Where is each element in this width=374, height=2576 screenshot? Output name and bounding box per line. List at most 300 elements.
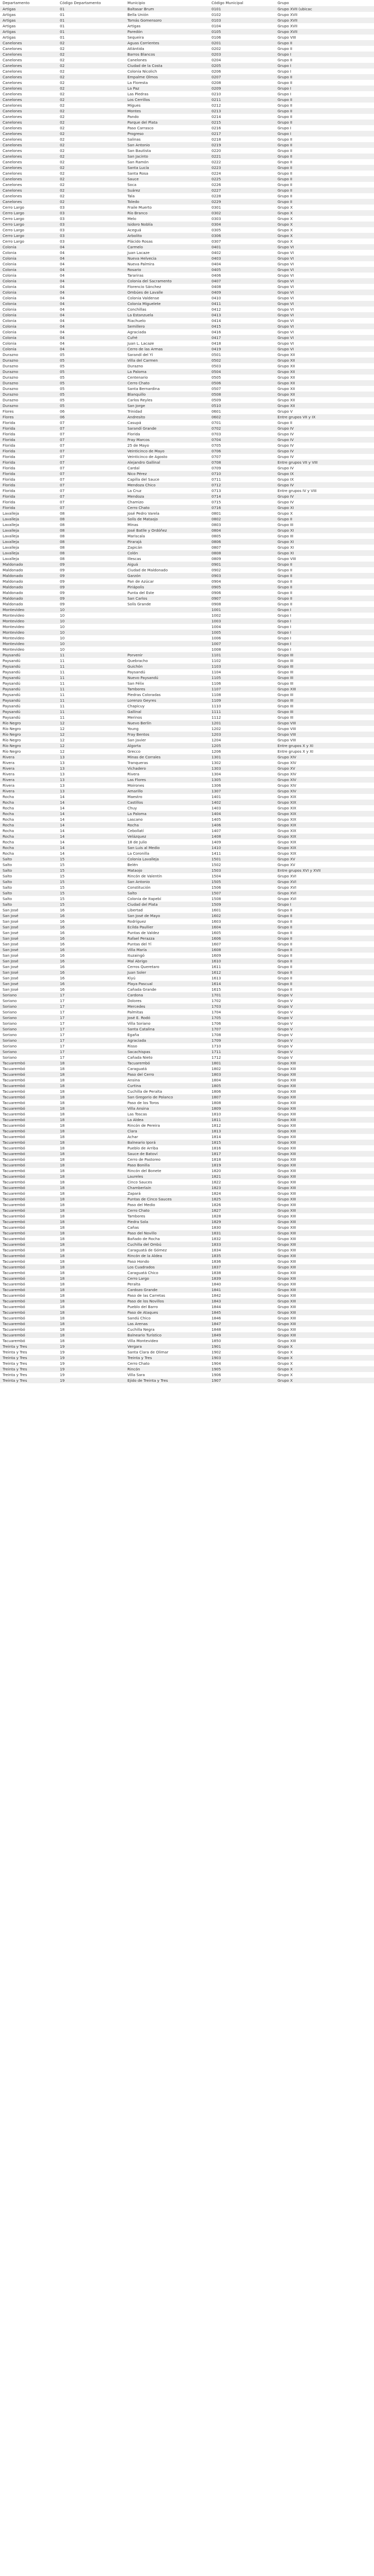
cell-codigo-departamento: 19	[57, 1366, 125, 1372]
cell-municipio: Caraguatá Chico	[125, 1270, 209, 1276]
cell-departamento: Treinta y Tres	[0, 1372, 57, 1378]
cell-codigo-municipal: 1304	[209, 771, 275, 777]
cell-codigo-departamento: 05	[57, 397, 125, 403]
cell-departamento: Durazno	[0, 375, 57, 380]
cell-municipio: Nico Pérez	[125, 471, 209, 477]
cell-codigo-municipal: 1819	[209, 1162, 275, 1168]
cell-departamento: Flores	[0, 409, 57, 414]
cell-grupo: Grupo II	[275, 154, 374, 159]
cell-municipio: Aceguá	[125, 227, 209, 233]
cell-departamento: San José	[0, 953, 57, 958]
cell-grupo: Grupo XIII	[275, 1213, 374, 1219]
cell-departamento: San José	[0, 987, 57, 992]
table-row	[0, 890, 374, 896]
cell-grupo: Grupo XIII	[275, 1072, 374, 1077]
cell-municipio: Risso	[125, 1043, 209, 1049]
cell-departamento: Cerro Largo	[0, 222, 57, 227]
cell-codigo-departamento: 18	[57, 1247, 125, 1253]
table-row	[0, 1009, 374, 1015]
cell-municipio: Las Toscas	[125, 1111, 209, 1117]
cell-municipio: Sacachispas	[125, 1049, 209, 1055]
cell-grupo: Grupo XIII	[275, 1117, 374, 1123]
table-row	[0, 1043, 374, 1049]
cell-codigo-municipal: 0215	[209, 120, 275, 125]
cell-departamento: Canelones	[0, 193, 57, 199]
cell-codigo-municipal: 1112	[209, 715, 275, 720]
cell-grupo: Grupo VI	[275, 267, 374, 273]
cell-departamento: Tacuarembó	[0, 1060, 57, 1066]
cell-codigo-departamento: 07	[57, 505, 125, 511]
cell-codigo-municipal: 0213	[209, 108, 275, 114]
table-row	[0, 1208, 374, 1213]
cell-departamento: Salto	[0, 868, 57, 873]
cell-grupo: Grupo II	[275, 420, 374, 426]
cell-codigo-departamento: 14	[57, 805, 125, 811]
cell-departamento: Tacuarembó	[0, 1270, 57, 1276]
cell-codigo-departamento: 11	[57, 686, 125, 692]
cell-grupo: Grupo XII	[275, 352, 374, 358]
cell-grupo: Grupo XIX	[275, 805, 374, 811]
cell-municipio: Semillero	[125, 324, 209, 329]
table-row	[0, 788, 374, 794]
cell-codigo-municipal: 1905	[209, 1366, 275, 1372]
cell-grupo: Grupo X	[275, 210, 374, 216]
cell-grupo: Grupo XIII	[275, 1111, 374, 1117]
table-row	[0, 1236, 374, 1242]
cell-codigo-departamento: 13	[57, 783, 125, 788]
cell-municipio: Playa Pascual	[125, 981, 209, 987]
table-row	[0, 590, 374, 596]
cell-municipio: Agraciada	[125, 1038, 209, 1043]
cell-grupo: Grupo X	[275, 1372, 374, 1378]
cell-codigo-departamento: 02	[57, 108, 125, 114]
cell-codigo-municipal: 0808	[209, 550, 275, 556]
table-row	[0, 409, 374, 414]
cell-departamento: Tacuarembó	[0, 1140, 57, 1145]
cell-grupo: Grupo XIII	[275, 1128, 374, 1134]
cell-municipio	[125, 607, 209, 613]
table-row	[0, 924, 374, 930]
table-row	[0, 57, 374, 63]
cell-departamento: Tacuarembó	[0, 1134, 57, 1140]
cell-municipio: Villa Soriano	[125, 1021, 209, 1026]
table-row	[0, 1361, 374, 1366]
cell-codigo-departamento: 18	[57, 1208, 125, 1213]
cell-codigo-municipal: 1843	[209, 1298, 275, 1304]
cell-codigo-municipal: 0210	[209, 91, 275, 97]
cell-grupo: Grupo III	[275, 715, 374, 720]
cell-departamento: Artigas	[0, 29, 57, 35]
cell-municipio: Porvenir	[125, 652, 209, 658]
cell-municipio: Cerro de Pastoreo	[125, 1157, 209, 1162]
cell-municipio: Colonia Valdense	[125, 295, 209, 301]
cell-grupo: Grupo II	[275, 40, 374, 46]
cell-codigo-municipal: 1829	[209, 1219, 275, 1225]
cell-codigo-departamento: 15	[57, 862, 125, 868]
cell-departamento: Canelones	[0, 91, 57, 97]
table-row	[0, 1276, 374, 1281]
cell-municipio: Chapicuy	[125, 703, 209, 709]
cell-grupo: Grupo XIX	[275, 851, 374, 856]
cell-municipio: San José de Mayo	[125, 913, 209, 919]
cell-municipio: Ombúes de Lavalle	[125, 290, 209, 295]
cell-grupo: Grupo III	[275, 664, 374, 669]
cell-municipio: Canelones	[125, 57, 209, 63]
cell-codigo-departamento: 18	[57, 1191, 125, 1196]
table-row	[0, 1264, 374, 1270]
cell-departamento: Rocha	[0, 800, 57, 805]
table-row	[0, 193, 374, 199]
cell-grupo: Grupo XII	[275, 397, 374, 403]
table-row	[0, 1191, 374, 1196]
cell-municipio	[125, 630, 209, 635]
cell-departamento: Río Negro	[0, 720, 57, 726]
cell-grupo: Grupo VI	[275, 295, 374, 301]
cell-municipio: Durazno	[125, 363, 209, 369]
cell-departamento: Artigas	[0, 6, 57, 12]
cell-grupo: Grupo II	[275, 964, 374, 970]
cell-codigo-municipal: 1608	[209, 947, 275, 953]
cell-municipio: Arbolito	[125, 233, 209, 239]
table-row	[0, 403, 374, 409]
cell-codigo-municipal: 1201	[209, 720, 275, 726]
cell-departamento: San José	[0, 941, 57, 947]
table-row	[0, 23, 374, 29]
cell-municipio: Santa Catalina	[125, 1026, 209, 1032]
cell-codigo-departamento: 07	[57, 465, 125, 471]
cell-municipio	[125, 613, 209, 618]
cell-municipio: Colón	[125, 550, 209, 556]
cell-codigo-municipal: 1606	[209, 936, 275, 941]
table-row	[0, 1015, 374, 1021]
cell-codigo-departamento: 19	[57, 1349, 125, 1355]
table-row	[0, 1185, 374, 1191]
cell-codigo-departamento: 06	[57, 414, 125, 420]
cell-departamento: Florida	[0, 471, 57, 477]
cell-grupo: Grupo II	[275, 176, 374, 182]
cell-municipio: Kiyú	[125, 975, 209, 981]
cell-codigo-municipal: 1007	[209, 641, 275, 647]
table-row	[0, 516, 374, 522]
cell-municipio: Ciudad de la Costa	[125, 63, 209, 69]
cell-municipio: Mal Abrigo	[125, 958, 209, 964]
cell-codigo-departamento: 07	[57, 454, 125, 460]
table-row	[0, 1213, 374, 1219]
cell-municipio: Río Branco	[125, 210, 209, 216]
cell-codigo-municipal: 0229	[209, 199, 275, 205]
cell-codigo-municipal: 0408	[209, 284, 275, 290]
cell-grupo: Grupo IV	[275, 426, 374, 431]
table-row	[0, 715, 374, 720]
cell-codigo-municipal: 0214	[209, 114, 275, 120]
cell-municipio: Carlos Reyles	[125, 397, 209, 403]
cell-departamento: Tacuarembó	[0, 1321, 57, 1327]
cell-codigo-departamento: 08	[57, 516, 125, 522]
cell-grupo: Grupo XIX	[275, 834, 374, 839]
cell-codigo-municipal: 1837	[209, 1264, 275, 1270]
cell-grupo: Grupo II	[275, 165, 374, 171]
cell-grupo: Grupo XIII	[275, 1179, 374, 1185]
table-row	[0, 154, 374, 159]
cell-grupo: Grupo III	[275, 652, 374, 658]
cell-codigo-municipal: 1305	[209, 777, 275, 783]
cell-grupo: Grupo I	[275, 63, 374, 69]
table-row	[0, 1332, 374, 1338]
table-row	[0, 1100, 374, 1106]
cell-municipio: Cebollatí	[125, 828, 209, 834]
table-row	[0, 256, 374, 261]
table-row	[0, 941, 374, 947]
cell-codigo-departamento: 07	[57, 426, 125, 431]
cell-grupo: Grupo XII	[275, 392, 374, 397]
cell-municipio: Piriápolis	[125, 584, 209, 590]
cell-codigo-departamento: 16	[57, 907, 125, 913]
table-row	[0, 777, 374, 783]
cell-grupo: Grupo XIII	[275, 1134, 374, 1140]
cell-grupo: Grupo XIII	[275, 1145, 374, 1151]
cell-grupo: Grupo VIII	[275, 726, 374, 732]
cell-departamento: Salto	[0, 896, 57, 902]
cell-codigo-municipal: 0903	[209, 573, 275, 579]
cell-codigo-departamento: 04	[57, 324, 125, 329]
cell-codigo-municipal: 1004	[209, 624, 275, 630]
cell-grupo: Grupo XIX	[275, 817, 374, 822]
cell-municipio: La Floresta	[125, 80, 209, 86]
cell-grupo: Grupo X	[275, 1355, 374, 1361]
cell-municipio: Nuevo Berlín	[125, 720, 209, 726]
cell-municipio: Tarariras	[125, 273, 209, 278]
cell-codigo-municipal: 1822	[209, 1179, 275, 1185]
cell-codigo-municipal: 0506	[209, 380, 275, 386]
cell-codigo-departamento: 02	[57, 97, 125, 103]
cell-grupo: Grupo XVII (ubicac	[275, 6, 374, 12]
cell-municipio: Mercedes	[125, 1004, 209, 1009]
cell-municipio: Zapicán	[125, 545, 209, 550]
cell-grupo: Grupo I	[275, 613, 374, 618]
cell-departamento: Rivera	[0, 754, 57, 760]
table-row	[0, 278, 374, 284]
cell-departamento: Soriano	[0, 1026, 57, 1032]
table-row	[0, 930, 374, 936]
cell-departamento: Florida	[0, 431, 57, 437]
cell-municipio: Balneario Iporá	[125, 1140, 209, 1145]
cell-municipio: Garzón	[125, 573, 209, 579]
cell-codigo-municipal: 0804	[209, 528, 275, 533]
cell-grupo: Grupo XIII	[275, 1315, 374, 1321]
table-row	[0, 1202, 374, 1208]
cell-grupo: Grupo XIX	[275, 839, 374, 845]
cell-codigo-departamento: 04	[57, 341, 125, 346]
cell-municipio: Achar	[125, 1134, 209, 1140]
cell-codigo-departamento: 02	[57, 171, 125, 176]
cell-municipio: Santa Lucía	[125, 165, 209, 171]
cell-grupo: Grupo V	[275, 1055, 374, 1060]
cell-departamento: Tacuarembó	[0, 1247, 57, 1253]
table-row	[0, 1066, 374, 1072]
cell-codigo-departamento: 04	[57, 301, 125, 307]
cell-codigo-municipal: 1403	[209, 805, 275, 811]
cell-grupo: Grupo IX	[275, 471, 374, 477]
table-row	[0, 743, 374, 749]
cell-departamento: Maldonado	[0, 579, 57, 584]
table-row	[0, 1270, 374, 1276]
cell-grupo: Grupo I	[275, 52, 374, 57]
cell-codigo-departamento: 07	[57, 494, 125, 499]
cell-codigo-municipal: 0402	[209, 250, 275, 256]
table-row	[0, 341, 374, 346]
cell-grupo: Grupo II	[275, 137, 374, 142]
cell-codigo-municipal: 1821	[209, 1174, 275, 1179]
cell-departamento: Tacuarembó	[0, 1128, 57, 1134]
cell-codigo-departamento: 02	[57, 148, 125, 154]
table-row	[0, 811, 374, 817]
cell-codigo-municipal: 0904	[209, 579, 275, 584]
cell-municipio: Isidoro Noblía	[125, 222, 209, 227]
table-row	[0, 233, 374, 239]
cell-codigo-municipal: 0413	[209, 312, 275, 318]
cell-grupo: Grupo XI	[275, 528, 374, 533]
cell-codigo-municipal: 1610	[209, 958, 275, 964]
cell-municipio: Curtina	[125, 1083, 209, 1089]
cell-codigo-municipal: 1704	[209, 1009, 275, 1015]
cell-codigo-departamento: 11	[57, 703, 125, 709]
cell-departamento: Maldonado	[0, 573, 57, 579]
table-row	[0, 216, 374, 222]
cell-codigo-municipal: 1702	[209, 998, 275, 1004]
cell-departamento: Tacuarembó	[0, 1225, 57, 1230]
table-row	[0, 1242, 374, 1247]
cell-codigo-municipal: 1409	[209, 839, 275, 845]
table-row	[0, 692, 374, 698]
cell-codigo-departamento: 17	[57, 1032, 125, 1038]
cell-codigo-municipal: 1705	[209, 1015, 275, 1021]
cell-departamento: Tacuarembó	[0, 1310, 57, 1315]
cell-codigo-municipal: 1609	[209, 953, 275, 958]
cell-grupo: Grupo XIII	[275, 1094, 374, 1100]
cell-codigo-departamento: 18	[57, 1134, 125, 1140]
cell-codigo-municipal: 1205	[209, 743, 275, 749]
cell-codigo-municipal: 1804	[209, 1077, 275, 1083]
cell-municipio: Chamizo	[125, 499, 209, 505]
cell-grupo: Grupo II	[275, 924, 374, 930]
cell-codigo-departamento: 11	[57, 715, 125, 720]
cell-departamento: Canelones	[0, 97, 57, 103]
cell-codigo-municipal: 0401	[209, 244, 275, 250]
cell-departamento: Rocha	[0, 845, 57, 851]
cell-codigo-departamento: 16	[57, 987, 125, 992]
cell-municipio: Melo	[125, 216, 209, 222]
cell-codigo-departamento: 19	[57, 1372, 125, 1378]
cell-grupo: Grupo II	[275, 199, 374, 205]
cell-codigo-municipal: 1001	[209, 607, 275, 613]
table-row	[0, 964, 374, 970]
cell-codigo-municipal: 1108	[209, 692, 275, 698]
cell-departamento: Soriano	[0, 1021, 57, 1026]
cell-codigo-departamento: 08	[57, 511, 125, 516]
cell-municipio: Cañada Nieto	[125, 1055, 209, 1060]
cell-grupo: Grupo X	[275, 227, 374, 233]
table-row	[0, 868, 374, 873]
cell-municipio: San Carlos	[125, 596, 209, 601]
cell-grupo: Grupo X	[275, 511, 374, 516]
cell-departamento: Río Negro	[0, 726, 57, 732]
table-row	[0, 324, 374, 329]
cell-grupo: Grupo XIII	[275, 1106, 374, 1111]
cell-municipio: Ansina	[125, 1077, 209, 1083]
cell-municipio: Mataojo	[125, 868, 209, 873]
cell-codigo-departamento: 12	[57, 749, 125, 754]
cell-grupo: Grupo XIII	[275, 1123, 374, 1128]
cell-grupo: Grupo II	[275, 907, 374, 913]
cell-grupo: Grupo III	[275, 669, 374, 675]
cell-grupo: Grupo VI	[275, 244, 374, 250]
cell-departamento: Florida	[0, 465, 57, 471]
cell-codigo-departamento: 18	[57, 1281, 125, 1287]
cell-codigo-departamento: 09	[57, 567, 125, 573]
cell-grupo: Grupo VI	[275, 278, 374, 284]
cell-codigo-departamento: 17	[57, 1009, 125, 1015]
cell-grupo: Grupo X	[275, 233, 374, 239]
cell-municipio: Ecilda Paullier	[125, 924, 209, 930]
cell-grupo: Grupo I	[275, 125, 374, 131]
table-row	[0, 494, 374, 499]
cell-codigo-municipal: 1005	[209, 630, 275, 635]
cell-grupo: Grupo VI	[275, 256, 374, 261]
cell-codigo-departamento: 02	[57, 125, 125, 131]
cell-municipio: Atlántida	[125, 46, 209, 52]
cell-codigo-departamento: 18	[57, 1089, 125, 1094]
table-row	[0, 312, 374, 318]
table-row	[0, 125, 374, 131]
table-row	[0, 148, 374, 154]
cell-departamento: Rocha	[0, 839, 57, 845]
table-row	[0, 1344, 374, 1349]
table-row	[0, 975, 374, 981]
cell-grupo: Grupo XI	[275, 545, 374, 550]
cell-grupo: Grupo VI	[275, 335, 374, 341]
cell-codigo-municipal: 1410	[209, 845, 275, 851]
cell-municipio: San Ramón	[125, 159, 209, 165]
cell-grupo: Grupo V	[275, 998, 374, 1004]
cell-codigo-municipal: 1839	[209, 1276, 275, 1281]
table-row	[0, 363, 374, 369]
cell-municipio: Solís de Mataojo	[125, 516, 209, 522]
cell-departamento: Maldonado	[0, 567, 57, 573]
cell-codigo-municipal: 1833	[209, 1242, 275, 1247]
cell-grupo: Grupo VI	[275, 301, 374, 307]
table-row	[0, 1298, 374, 1304]
cell-codigo-municipal: 1840	[209, 1281, 275, 1287]
cell-departamento: Lavalleja	[0, 533, 57, 539]
cell-departamento: San José	[0, 981, 57, 987]
cell-codigo-departamento: 18	[57, 1338, 125, 1344]
cell-grupo: Grupo IV	[275, 443, 374, 448]
cell-departamento: Maldonado	[0, 584, 57, 590]
table-row	[0, 1310, 374, 1315]
cell-departamento: Canelones	[0, 52, 57, 57]
table-row	[0, 261, 374, 267]
cell-departamento: Tacuarembó	[0, 1100, 57, 1106]
cell-codigo-departamento: 12	[57, 732, 125, 737]
cell-municipio: San Javier	[125, 737, 209, 743]
table-row	[0, 1287, 374, 1293]
cell-departamento: Canelones	[0, 176, 57, 182]
cell-codigo-departamento: 07	[57, 488, 125, 494]
cell-municipio: La Paloma	[125, 811, 209, 817]
cell-departamento: Tacuarembó	[0, 1196, 57, 1202]
cell-codigo-departamento: 14	[57, 834, 125, 839]
cell-codigo-departamento: 13	[57, 788, 125, 794]
